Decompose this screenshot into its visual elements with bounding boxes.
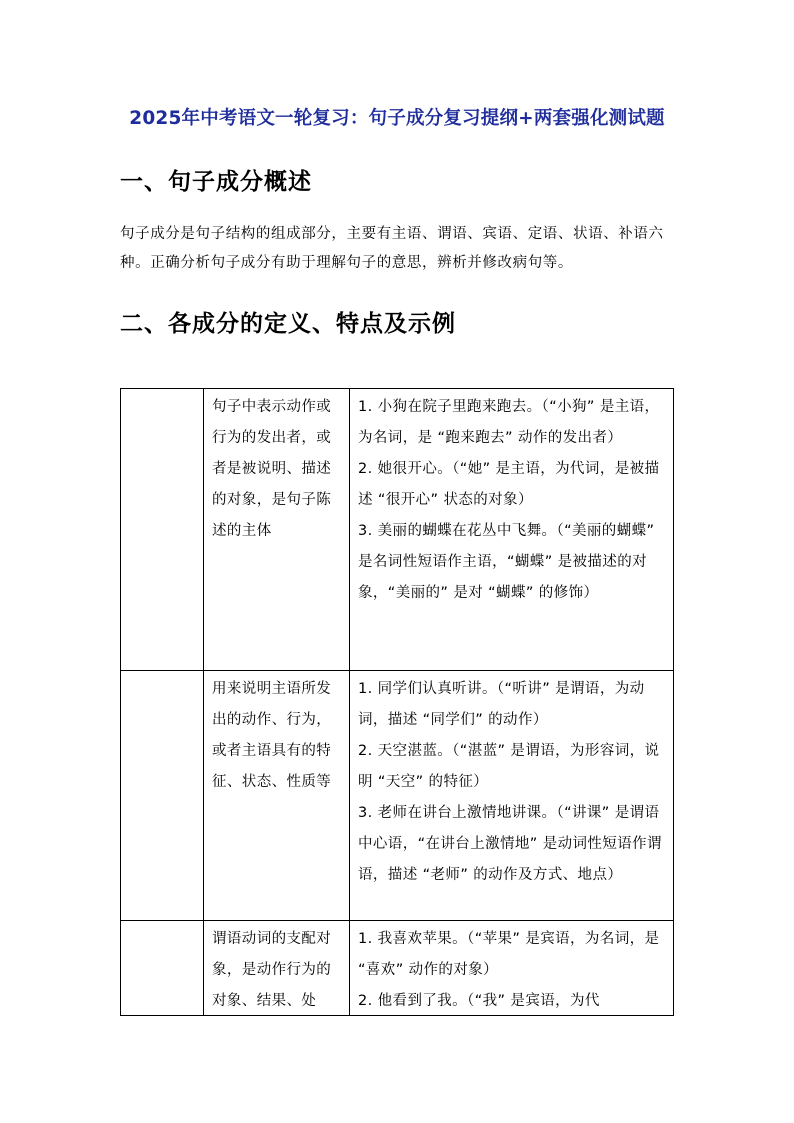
table-row (121, 671, 674, 921)
section-heading-definitions: 二、各成分的定义、特点及示例 (120, 311, 456, 337)
table-row (121, 921, 674, 1017)
section-heading-overview: 一、句子成分概述 (120, 169, 312, 195)
table-row (121, 389, 674, 671)
component-examples-cell (350, 389, 674, 671)
example-item: 2. 他看到了我。（“我” 是宾语，为代 (358, 993, 600, 1009)
example-item: 2. 她很开心。（“她” 是主语，为代词，是被描述 “很开心” 状态的对象） (358, 461, 660, 508)
component-name-cell (121, 921, 204, 1017)
overview-paragraph: 句子成分是句子结构的组成部分，主要有主语、谓语、宾语、定语、状语、补语六种。正确分析句子成分有助于理解句子的意思，辨析并修改病句等。 (120, 226, 664, 271)
component-name-cell (121, 671, 204, 921)
component-definition-cell: 用来说明主语所发出的动作、行为，或者主语具有的特征、状态、性质等 (204, 671, 350, 921)
component-examples-cell (350, 671, 674, 921)
component-definition-cell: 句子中表示动作或行为的发出者，或者是被说明、描述的对象，是句子陈述的主体 (204, 389, 350, 671)
example-item: 1. 同学们认真听讲。（“听讲” 是谓语，为动词，描述 “同学们” 的动作） (358, 681, 645, 728)
example-item: 1. 我喜欢苹果。（“苹果” 是宾语，为名词，是 “喜欢” 动作的对象） (358, 931, 660, 978)
component-name-cell (121, 389, 204, 671)
document-title: 2025年中考语文一轮复习：句子成分复习提纲+两套强化测试题 (129, 108, 665, 129)
components-table-grid (120, 388, 674, 1016)
example-item: 3. 老师在讲台上激情地讲课。（“讲课” 是谓语中心语，“在讲台上激情地” 是动词性短语作谓语，描述 “老师” 的动作及方式、地点） (358, 805, 662, 883)
example-item: 1. 小狗在院子里跑来跑去。（“小狗” 是主语，为名词，是 “跑来跑去” 动作的发出者） (358, 399, 660, 446)
component-examples-cell (350, 921, 674, 1017)
example-item: 3. 美丽的蝴蝶在花丛中飞舞。（“美丽的蝴蝶” 是名词性短语作主语，“蝴蝶” 是被描述的对象，“美丽的” 是对 “蝴蝶” 的修饰） (358, 523, 655, 601)
components-table (120, 388, 674, 1016)
example-item: 2. 天空湛蓝。（“湛蓝” 是谓语，为形容词，说明 “天空” 的特征） (358, 743, 660, 790)
component-definition-cell: 谓语动词的支配对象，是动作行为的对象、结果、处 (204, 921, 350, 1017)
